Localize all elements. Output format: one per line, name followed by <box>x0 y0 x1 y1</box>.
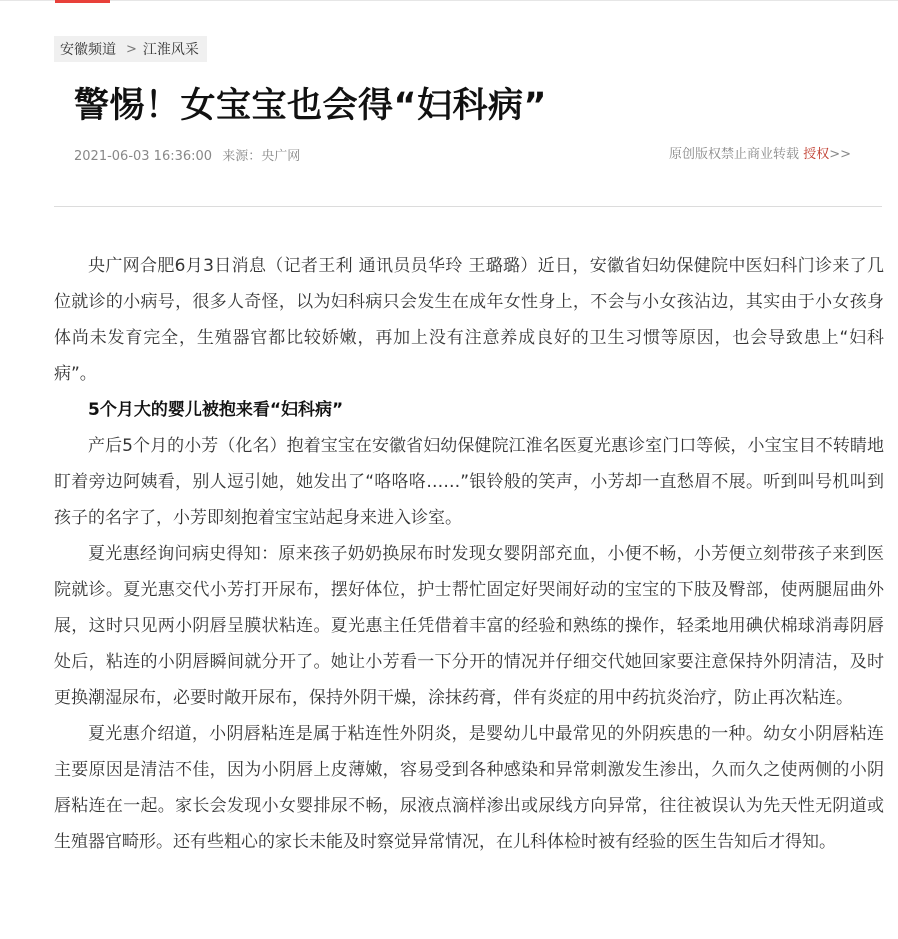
copyright-notice <box>669 143 851 162</box>
article-paragraph: 央广网合肥6月3日消息（记者王利 通讯员员华玲 王璐璐）近日，安徽省妇幼保健院中医妇科门诊来了几位就诊的小病号，很多人奇怪，以为妇科病只会发生在成年女性身上，不会与小女孩沾边，其实由于小女孩身体尚未发育完全，生殖器官都比较娇嫩，再加上没有注意养成良好的卫生习惯等原因，也会导致患上“妇科病”。 <box>54 256 884 384</box>
authorize-arrows: >> <box>829 147 851 162</box>
source-label: 来源： <box>222 149 262 164</box>
top-border <box>0 0 898 1</box>
article-source: 央广网 <box>261 149 301 164</box>
article-body <box>54 248 884 860</box>
article-paragraph: 产后5个月的小芳（化名）抱着宝宝在安徽省妇幼保健院江淮名医夏光惠诊室门口等候，小宝宝目不转睛地盯着旁边阿姨看，别人逗引她，她发出了“咯咯咯……”银铃般的笑声，小芳却一直愁眉不展。听到叫号机叫到孩子的名字了，小芳即刻抱着宝宝站起身来进入诊室。 <box>54 436 884 528</box>
article-meta <box>74 145 300 164</box>
breadcrumb-channel-link[interactable]: 安徽频道 <box>60 42 116 58</box>
article-subheading: 5个月大的婴儿被抱来看“妇科病” <box>88 400 344 420</box>
header-divider <box>54 206 882 207</box>
article-paragraph: 夏光惠经询问病史得知：原来孩子奶奶换尿布时发现女婴阴部充血，小便不畅，小芳便立刻带孩子来到医院就诊。夏光惠交代小芳打开尿布，摆好体位，护士帮忙固定好哭闹好动的宝宝的下肢及臀部，使两腿屈曲外展，这时只见两小阴唇呈膜状粘连。夏光惠主任凭借着丰富的经验和熟练的操作，轻柔地用碘伏棉球消毒阴唇处后，粘连的小阴唇瞬间就分开了。她让小芳看一下分开的情况并仔细交代她回家要注意保持外阴清洁，及时更换潮湿尿布，必要时敞开尿布，保持外阴干燥，涂抹药膏，伴有炎症的用中药抗炎治疗，防止再次粘连。 <box>54 544 884 708</box>
breadcrumb-separator: > <box>126 41 137 57</box>
authorize-link[interactable] <box>803 147 851 162</box>
top-accent-bar <box>55 0 110 3</box>
article-datetime: 2021-06-03 16:36:00 <box>74 149 213 164</box>
authorize-link-label: 授权 <box>803 147 830 162</box>
breadcrumb <box>54 36 207 62</box>
article-title: 警惕！女宝宝也会得“妇科病” <box>74 86 548 126</box>
article-paragraph: 夏光惠介绍道，小阴唇粘连是属于粘连性外阴炎，是婴幼儿中最常见的外阴疾患的一种。幼女小阴唇粘连主要原因是清洁不佳，因为小阴唇上皮薄嫩，容易受到各种感染和异常刺激发生渗出，久而久之使两侧的小阴唇粘连在一起。家长会发现小女婴排尿不畅，尿液点滴样渗出或尿线方向异常，往往被误认为先天性无阴道或生殖器官畸形。还有些粗心的家长未能及时察觉异常情况，在儿科体检时被有经验的医生告知后才得知。 <box>54 724 884 852</box>
copyright-text: 原创版权禁止商业转载 <box>669 147 800 162</box>
breadcrumb-section-link[interactable]: 江淮风采 <box>142 42 199 58</box>
